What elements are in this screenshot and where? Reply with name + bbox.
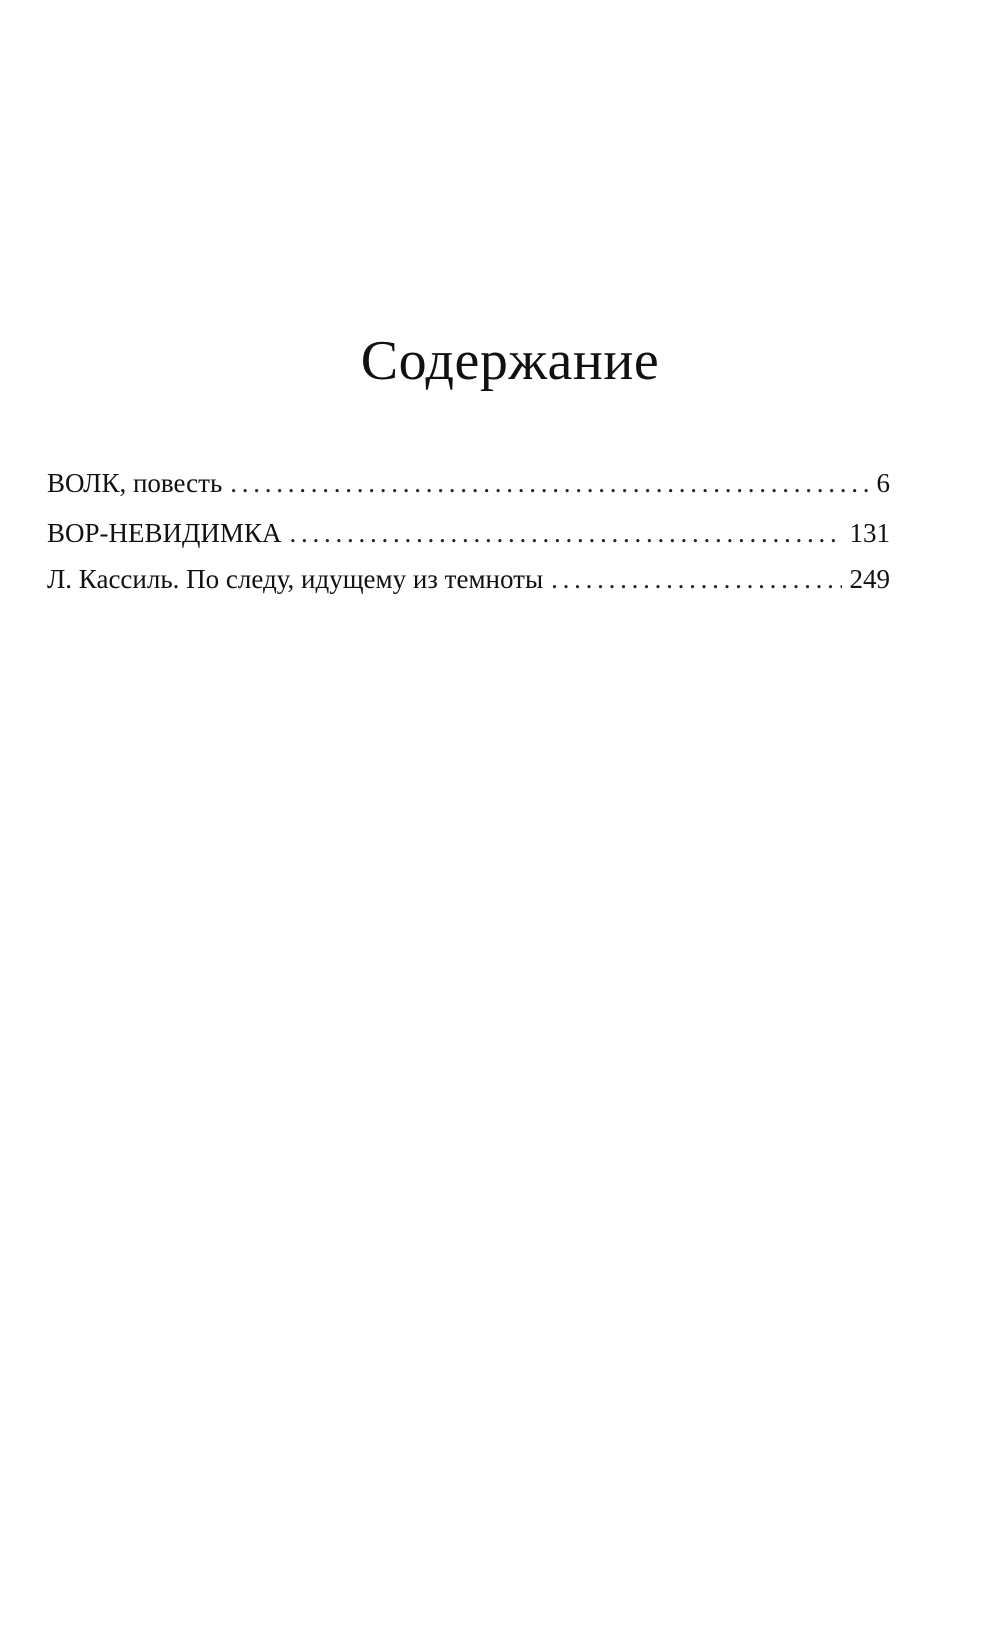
- toc-entry-title: ВОЛК, повесть: [47, 468, 223, 498]
- toc-heading: Содержание: [360, 330, 660, 392]
- toc-entry-title: ВОР-НЕВИДИМКА: [47, 518, 282, 548]
- toc-entry-page: 6: [876, 468, 890, 498]
- toc-entry-title: Л. Кассиль. По следу, идущему из темноты: [47, 564, 544, 594]
- toc-entry-page: 249: [849, 564, 890, 594]
- dot-leader: [551, 562, 841, 596]
- toc-entry-page: 131: [849, 518, 890, 548]
- toc-list: [47, 466, 890, 596]
- toc-entry: [47, 516, 890, 550]
- toc-entry: [47, 562, 890, 596]
- dot-leader: [289, 516, 841, 550]
- toc-entry: [47, 466, 890, 500]
- dot-leader: [230, 466, 868, 500]
